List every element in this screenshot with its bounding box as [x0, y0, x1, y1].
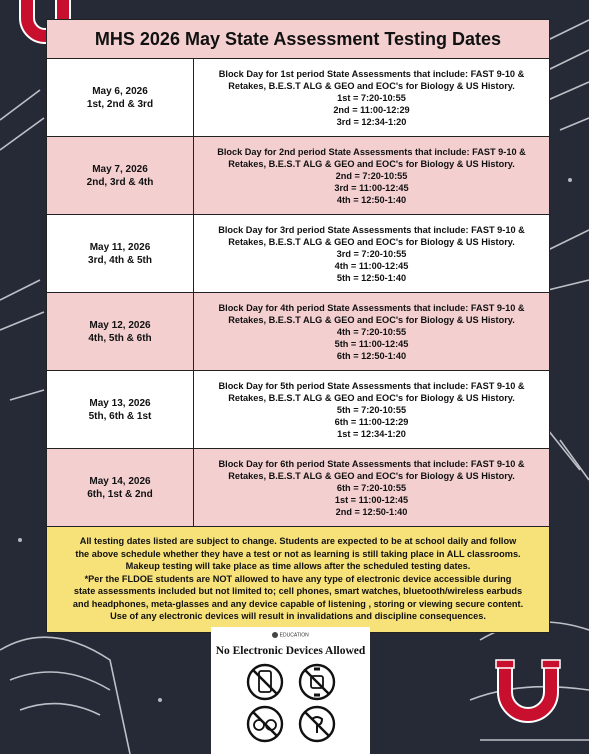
- time-line: 3rd = 7:20-10:55: [336, 248, 407, 259]
- periods-text: 1st, 2nd & 3rd: [86, 98, 154, 110]
- testing-schedule-sheet: [46, 19, 550, 633]
- description-line: Retakes, B.E.S.T ALG & GEO and EOC's for Biology & US History.: [228, 236, 515, 247]
- education-logo: [211, 632, 370, 642]
- date-cell: [47, 137, 194, 214]
- logo-text: EDUCATION: [279, 632, 309, 639]
- schedule-row: [47, 449, 549, 527]
- time-line: 1st = 7:20-10:55: [337, 92, 406, 103]
- periods-text: 3rd, 4th & 5th: [88, 254, 152, 266]
- schedule-row: [47, 137, 549, 215]
- description-cell: [194, 293, 549, 370]
- no-devices-title: No Electronic Devices Allowed: [215, 645, 366, 657]
- time-line: 5th = 11:00-12:45: [334, 338, 409, 349]
- no-devices-panel: [211, 627, 370, 754]
- schedule-row: [47, 371, 549, 449]
- date-cell: [47, 215, 194, 292]
- time-line: 2nd = 11:00-12:29: [333, 104, 410, 115]
- description-cell: [194, 59, 549, 136]
- date-text: May 14, 2026: [89, 475, 151, 487]
- date-cell: [47, 449, 194, 526]
- date-text: May 11, 2026: [89, 241, 151, 253]
- date-text: May 7, 2026: [92, 163, 148, 175]
- description-line: Retakes, B.E.S.T ALG & GEO and EOC's for Biology & US History.: [228, 80, 515, 91]
- logo-icon: [272, 632, 278, 638]
- date-cell: [47, 59, 194, 136]
- date-text: May 6, 2026: [92, 85, 148, 97]
- note-line: the above schedule whether they have a test or not as learning is still taking place in ALL classrooms.: [75, 548, 521, 559]
- time-line: 3rd = 11:00-12:45: [334, 182, 409, 193]
- description-line: Retakes, B.E.S.T ALG & GEO and EOC's for Biology & US History.: [228, 392, 515, 403]
- note-line: and headphones, meta-glasses and any device capable of listening , storing or viewing secure content.: [72, 598, 524, 609]
- date-text: May 12, 2026: [89, 319, 151, 331]
- time-line: 6th = 12:50-1:40: [336, 350, 407, 361]
- page-title: MHS 2026 May State Assessment Testing Dates: [47, 20, 549, 59]
- time-line: 4th = 12:50-1:40: [336, 194, 407, 205]
- description-cell: [194, 371, 549, 448]
- description-line: Block Day for 6th period State Assessments that include: FAST 9-10 &: [218, 458, 525, 469]
- time-line: 3rd = 12:34-1:20: [336, 116, 407, 127]
- note-line: Makeup testing will take place as time allows after the scheduled testing dates.: [125, 561, 471, 571]
- schedule-row: [47, 215, 549, 293]
- description-line: Retakes, B.E.S.T ALG & GEO and EOC's for Biology & US History.: [228, 470, 515, 481]
- description-line: Block Day for 4th period State Assessments that include: FAST 9-10 &: [218, 302, 525, 313]
- description-line: Block Day for 2nd period State Assessments that include: FAST 9-10 &: [217, 146, 526, 157]
- time-line: 1st = 12:34-1:20: [337, 428, 406, 439]
- time-line: 5th = 12:50-1:40: [336, 272, 407, 283]
- time-line: 4th = 11:00-12:45: [334, 260, 409, 271]
- time-line: 6th = 11:00-12:29: [334, 416, 409, 427]
- no-phone-icon: [248, 665, 282, 699]
- date-cell: [47, 371, 194, 448]
- date-text: May 13, 2026: [89, 397, 151, 409]
- time-line: 6th = 7:20-10:55: [336, 482, 407, 493]
- description-line: Block Day for 3rd period State Assessments that include: FAST 9-10 &: [218, 224, 525, 235]
- periods-text: 5th, 6th & 1st: [88, 410, 152, 422]
- note-line: state assessments included but not limited to; cell phones, smart watches, bluetooth/wireless earbuds: [73, 586, 523, 596]
- note-line: All testing dates listed are subject to change. Students are expected to be at school daily and follow: [79, 536, 517, 546]
- horseshoe-icon: [490, 646, 566, 728]
- schedule-row: [47, 59, 549, 137]
- testing-note: [47, 527, 549, 632]
- description-cell: [194, 215, 549, 292]
- periods-text: 4th, 5th & 6th: [88, 332, 152, 344]
- note-line: *Per the FLDOE students are NOT allowed to have any type of electronic device accessible during: [84, 573, 512, 584]
- device-icons: [211, 661, 370, 754]
- time-line: 1st = 11:00-12:45: [334, 494, 409, 505]
- description-line: Retakes, B.E.S.T ALG & GEO and EOC's for Biology & US History.: [228, 158, 515, 169]
- description-line: Retakes, B.E.S.T ALG & GEO and EOC's for Biology & US History.: [228, 314, 515, 325]
- schedule-row: [47, 293, 549, 371]
- no-earbuds-icon: [300, 707, 334, 741]
- description-line: Block Day for 1st period State Assessments that include: FAST 9-10 &: [218, 68, 525, 79]
- description-cell: [194, 137, 549, 214]
- periods-text: 6th, 1st & 2nd: [87, 488, 153, 500]
- periods-text: 2nd, 3rd & 4th: [86, 176, 154, 188]
- description-line: Block Day for 5th period State Assessments that include: FAST 9-10 &: [218, 380, 525, 391]
- no-watch-icon: [300, 665, 334, 699]
- no-glasses-icon: [248, 707, 282, 741]
- description-cell: [194, 449, 549, 526]
- time-line: 2nd = 7:20-10:55: [335, 170, 408, 181]
- date-cell: [47, 293, 194, 370]
- note-line: Use of any electronic devices will result in invalidations and discipline consequences.: [110, 611, 486, 621]
- time-line: 4th = 7:20-10:55: [336, 326, 407, 337]
- time-line: 5th = 7:20-10:55: [336, 404, 407, 415]
- time-line: 2nd = 12:50-1:40: [335, 506, 408, 517]
